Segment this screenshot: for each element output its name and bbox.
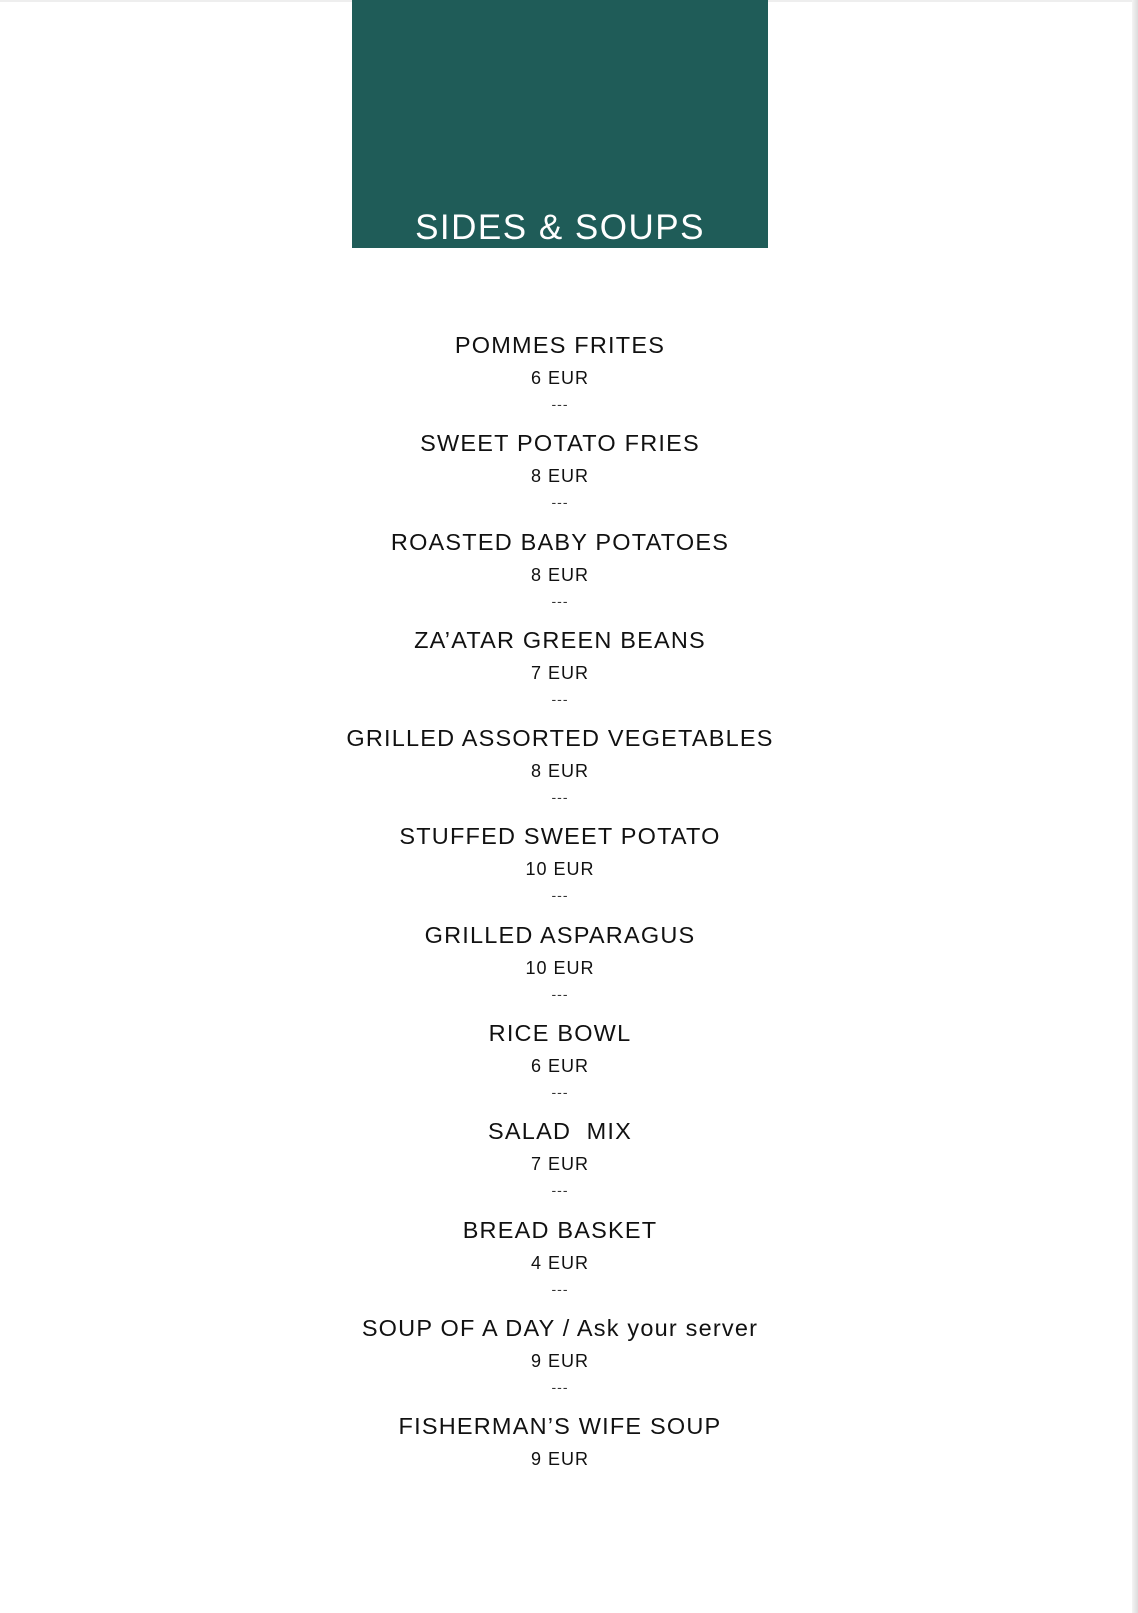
menu-item-name: SWEET POTATO FRIES	[420, 430, 700, 457]
menu-item	[0, 918, 1120, 1016]
menu-item	[0, 328, 1120, 426]
section-header	[352, 0, 768, 248]
menu-item-name: GRILLED ASSORTED VEGETABLES	[346, 725, 774, 752]
menu-item	[0, 721, 1120, 819]
menu-list	[0, 328, 1120, 1508]
menu-item	[0, 623, 1120, 721]
menu-item-price: 10 EUR	[525, 859, 595, 880]
menu-item	[0, 525, 1120, 623]
menu-item-name: SALAD MIX	[488, 1118, 632, 1145]
menu-item-name: BREAD BASKET	[462, 1216, 658, 1243]
menu-item	[0, 1213, 1120, 1311]
menu-item-separator: ---	[551, 494, 569, 511]
menu-item-name: POMMES FRITES	[454, 332, 666, 358]
menu-item-separator: ---	[551, 1084, 569, 1101]
menu-item-price: 6 EUR	[530, 1056, 589, 1077]
menu-item-separator: ---	[551, 1182, 569, 1199]
menu-item-price: 9 EUR	[530, 1449, 589, 1470]
menu-item-price: 8 EUR	[530, 761, 589, 782]
menu-item-name: ZA’ATAR GREEN BEANS	[414, 626, 706, 653]
menu-item-name: STUFFED SWEET POTATO	[399, 823, 721, 850]
menu-item-separator: ---	[551, 396, 569, 412]
menu-item-price: 8 EUR	[530, 466, 589, 487]
menu-item-name: GRILLED ASPARAGUS	[424, 921, 696, 948]
menu-item-separator: ---	[551, 887, 569, 904]
section-title: SIDES & SOUPS	[415, 208, 705, 247]
menu-item-price: 4 EUR	[530, 1252, 589, 1273]
menu-item-name: SOUP OF A DAY / Ask your server	[361, 1314, 759, 1341]
menu-item-name: ROASTED BABY POTATOES	[390, 528, 730, 555]
page-right-edge	[1132, 0, 1138, 1613]
menu-item-separator: ---	[551, 1280, 569, 1297]
menu-item-name: FISHERMAN’S WIFE SOUP	[398, 1413, 722, 1440]
menu-item-separator: ---	[551, 690, 569, 707]
menu-item	[0, 819, 1120, 917]
menu-item-price: 10 EUR	[525, 957, 595, 978]
menu-item-separator: ---	[551, 1378, 569, 1395]
menu-item	[0, 1114, 1120, 1212]
menu-item-price: 8 EUR	[530, 564, 589, 585]
menu-item-separator: ---	[551, 592, 569, 609]
menu-item-price: 6 EUR	[530, 368, 589, 388]
menu-item-price: 9 EUR	[530, 1350, 589, 1371]
menu-item	[0, 1311, 1120, 1409]
menu-item	[0, 1016, 1120, 1114]
menu-item-name: RICE BOWL	[488, 1020, 632, 1047]
menu-item-separator: ---	[551, 985, 569, 1002]
menu-item	[0, 1409, 1120, 1507]
menu-item-price: 7 EUR	[530, 662, 589, 683]
menu-item-separator: ---	[551, 789, 569, 806]
menu-item-price: 7 EUR	[530, 1154, 589, 1175]
menu-item	[0, 426, 1120, 524]
